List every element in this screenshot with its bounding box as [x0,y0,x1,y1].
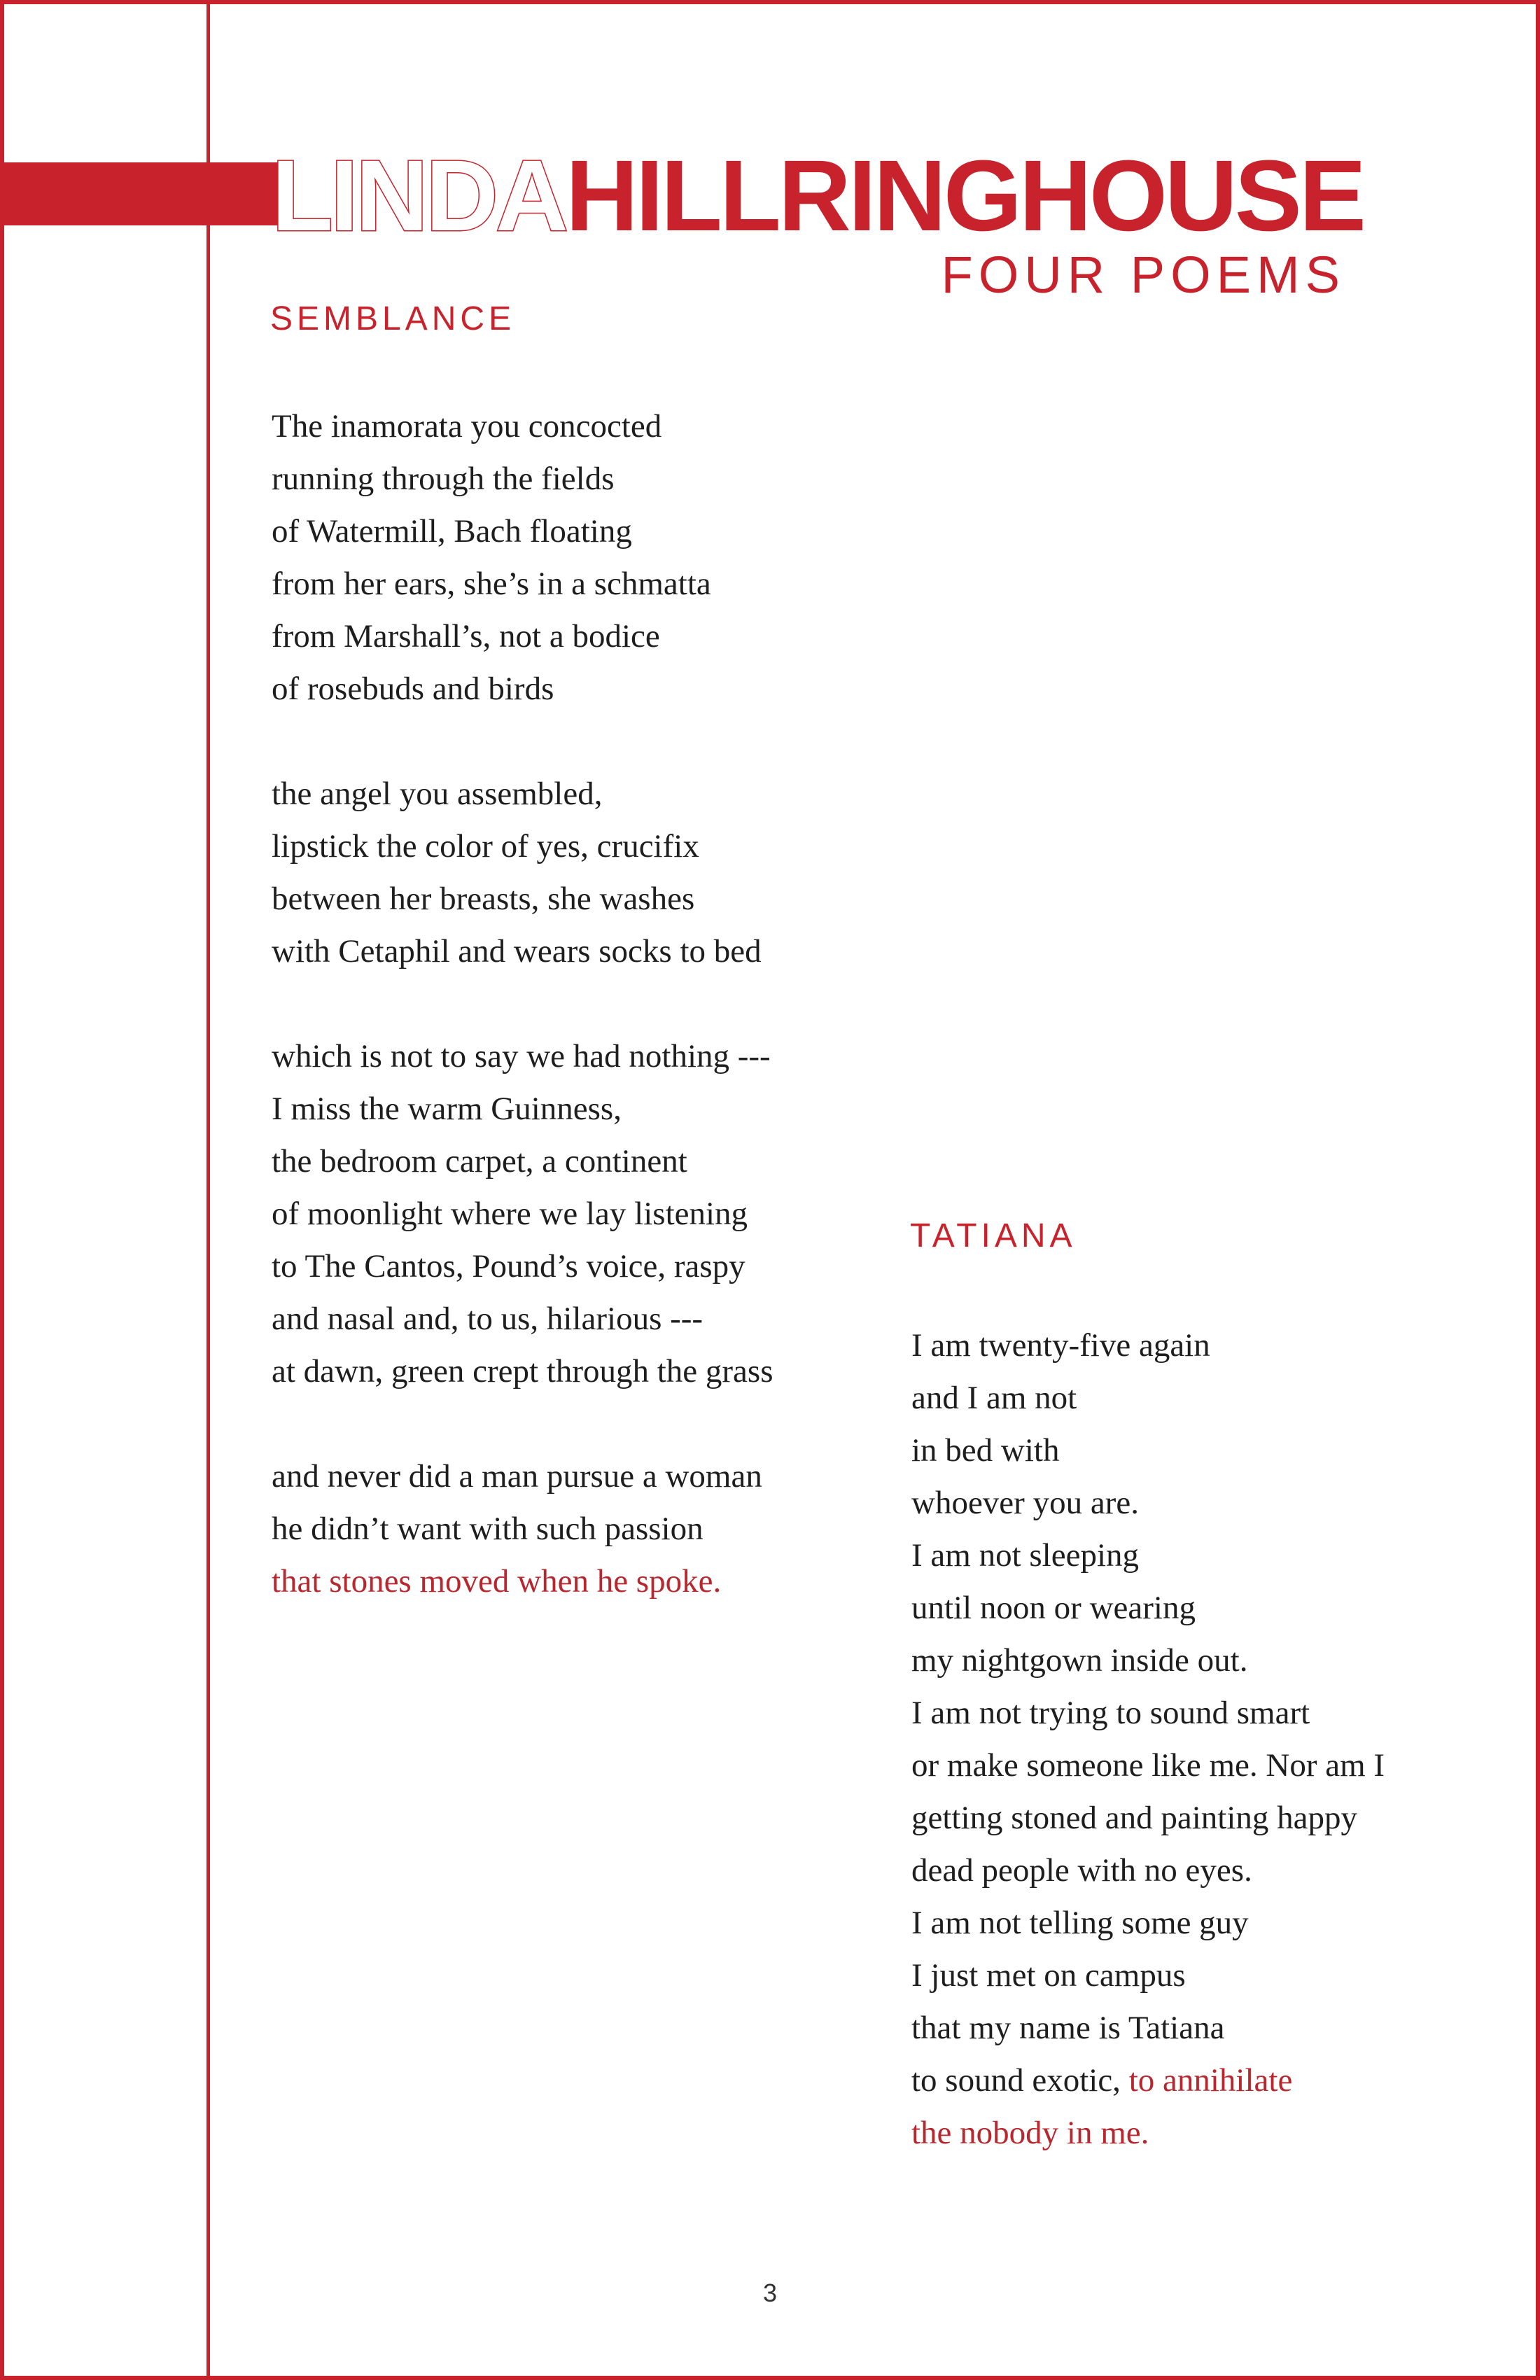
poem-line: I am not sleeping [911,1537,1140,1574]
poem-line: I just met on campus [911,1957,1186,1994]
poem-line: I miss the warm Guinness, [272,1091,622,1127]
stanza-break [272,1398,774,1450]
poem-line: the angel you assembled, [272,776,603,812]
poem-line: or make someone like me. Nor am I [911,1747,1385,1784]
poem-line: I am not trying to sound smart [911,1695,1310,1731]
poem-line: at dawn, green crept through the grass [272,1353,774,1390]
poem-semblance [272,400,774,1608]
poem-line: of moonlight where we lay listening [272,1196,748,1232]
poem-line: dead people with no eyes. [911,1852,1252,1889]
poem-line: to The Cantos, Pound’s voice, raspy [272,1248,746,1284]
poem-line: the bedroom carpet, a continent [272,1143,687,1180]
author-name [272,140,1364,252]
poem-line: he didn’t want with such passion [272,1511,704,1547]
poem-line [911,2054,1385,2107]
poem-title-semblance: SEMBLANCE [270,300,516,337]
collection-subtitle: FOUR POEMS [941,246,1345,304]
poem-line: lipstick the color of yes, crucifix [272,828,699,864]
poem-title-tatiana: TATIANA [910,1217,1077,1254]
poem-line: running through the fields [272,461,615,497]
poem-line: and I am not [911,1380,1077,1416]
poem-line-highlight: the nobody in me. [911,2115,1149,2151]
page-number: 3 [762,2278,778,2307]
poem-tatiana [911,1320,1385,2160]
poem-line: of Watermill, Bach floating [272,513,632,550]
poem-line: with Cetaphil and wears socks to bed [272,933,762,969]
poem-line: and never did a man pursue a woman [272,1458,762,1494]
poem-line: whoever you are. [911,1485,1139,1521]
poem-line: and nasal and, to us, hilarious --- [272,1301,704,1337]
vertical-rule [206,0,210,2380]
poem-line: I am twenty-five again [911,1327,1210,1364]
poem-line: from her ears, she’s in a schmatta [272,566,711,602]
header-band [0,162,288,225]
poem-line: between her breasts, she washes [272,881,695,917]
poem-line: my nightgown inside out. [911,1642,1248,1679]
poem-line-text: to sound exotic, [911,2062,1129,2099]
poem-line-highlight: to annihilate [1128,2062,1293,2099]
poem-line: until noon or wearing [911,1590,1196,1626]
poem-line: which is not to say we had nothing --- [272,1038,771,1074]
poem-line-highlight: that stones moved when he spoke. [272,1563,722,1600]
poem-line: of rosebuds and birds [272,671,554,707]
author-first-name: LINDA [272,139,566,252]
poem-line: The inamorata you concocted [272,408,662,444]
stanza-break [272,978,774,1030]
poem-line: that my name is Tatiana [911,2010,1225,2046]
poem-line: in bed with [911,1432,1060,1469]
poem-line: I am not telling some guy [911,1905,1249,1941]
poem-line: from Marshall’s, not a bodice [272,618,660,654]
stanza-break [272,715,774,768]
poem-line: getting stoned and painting happy [911,1800,1358,1836]
author-last-name: HILLRINGHOUSE [565,139,1364,252]
